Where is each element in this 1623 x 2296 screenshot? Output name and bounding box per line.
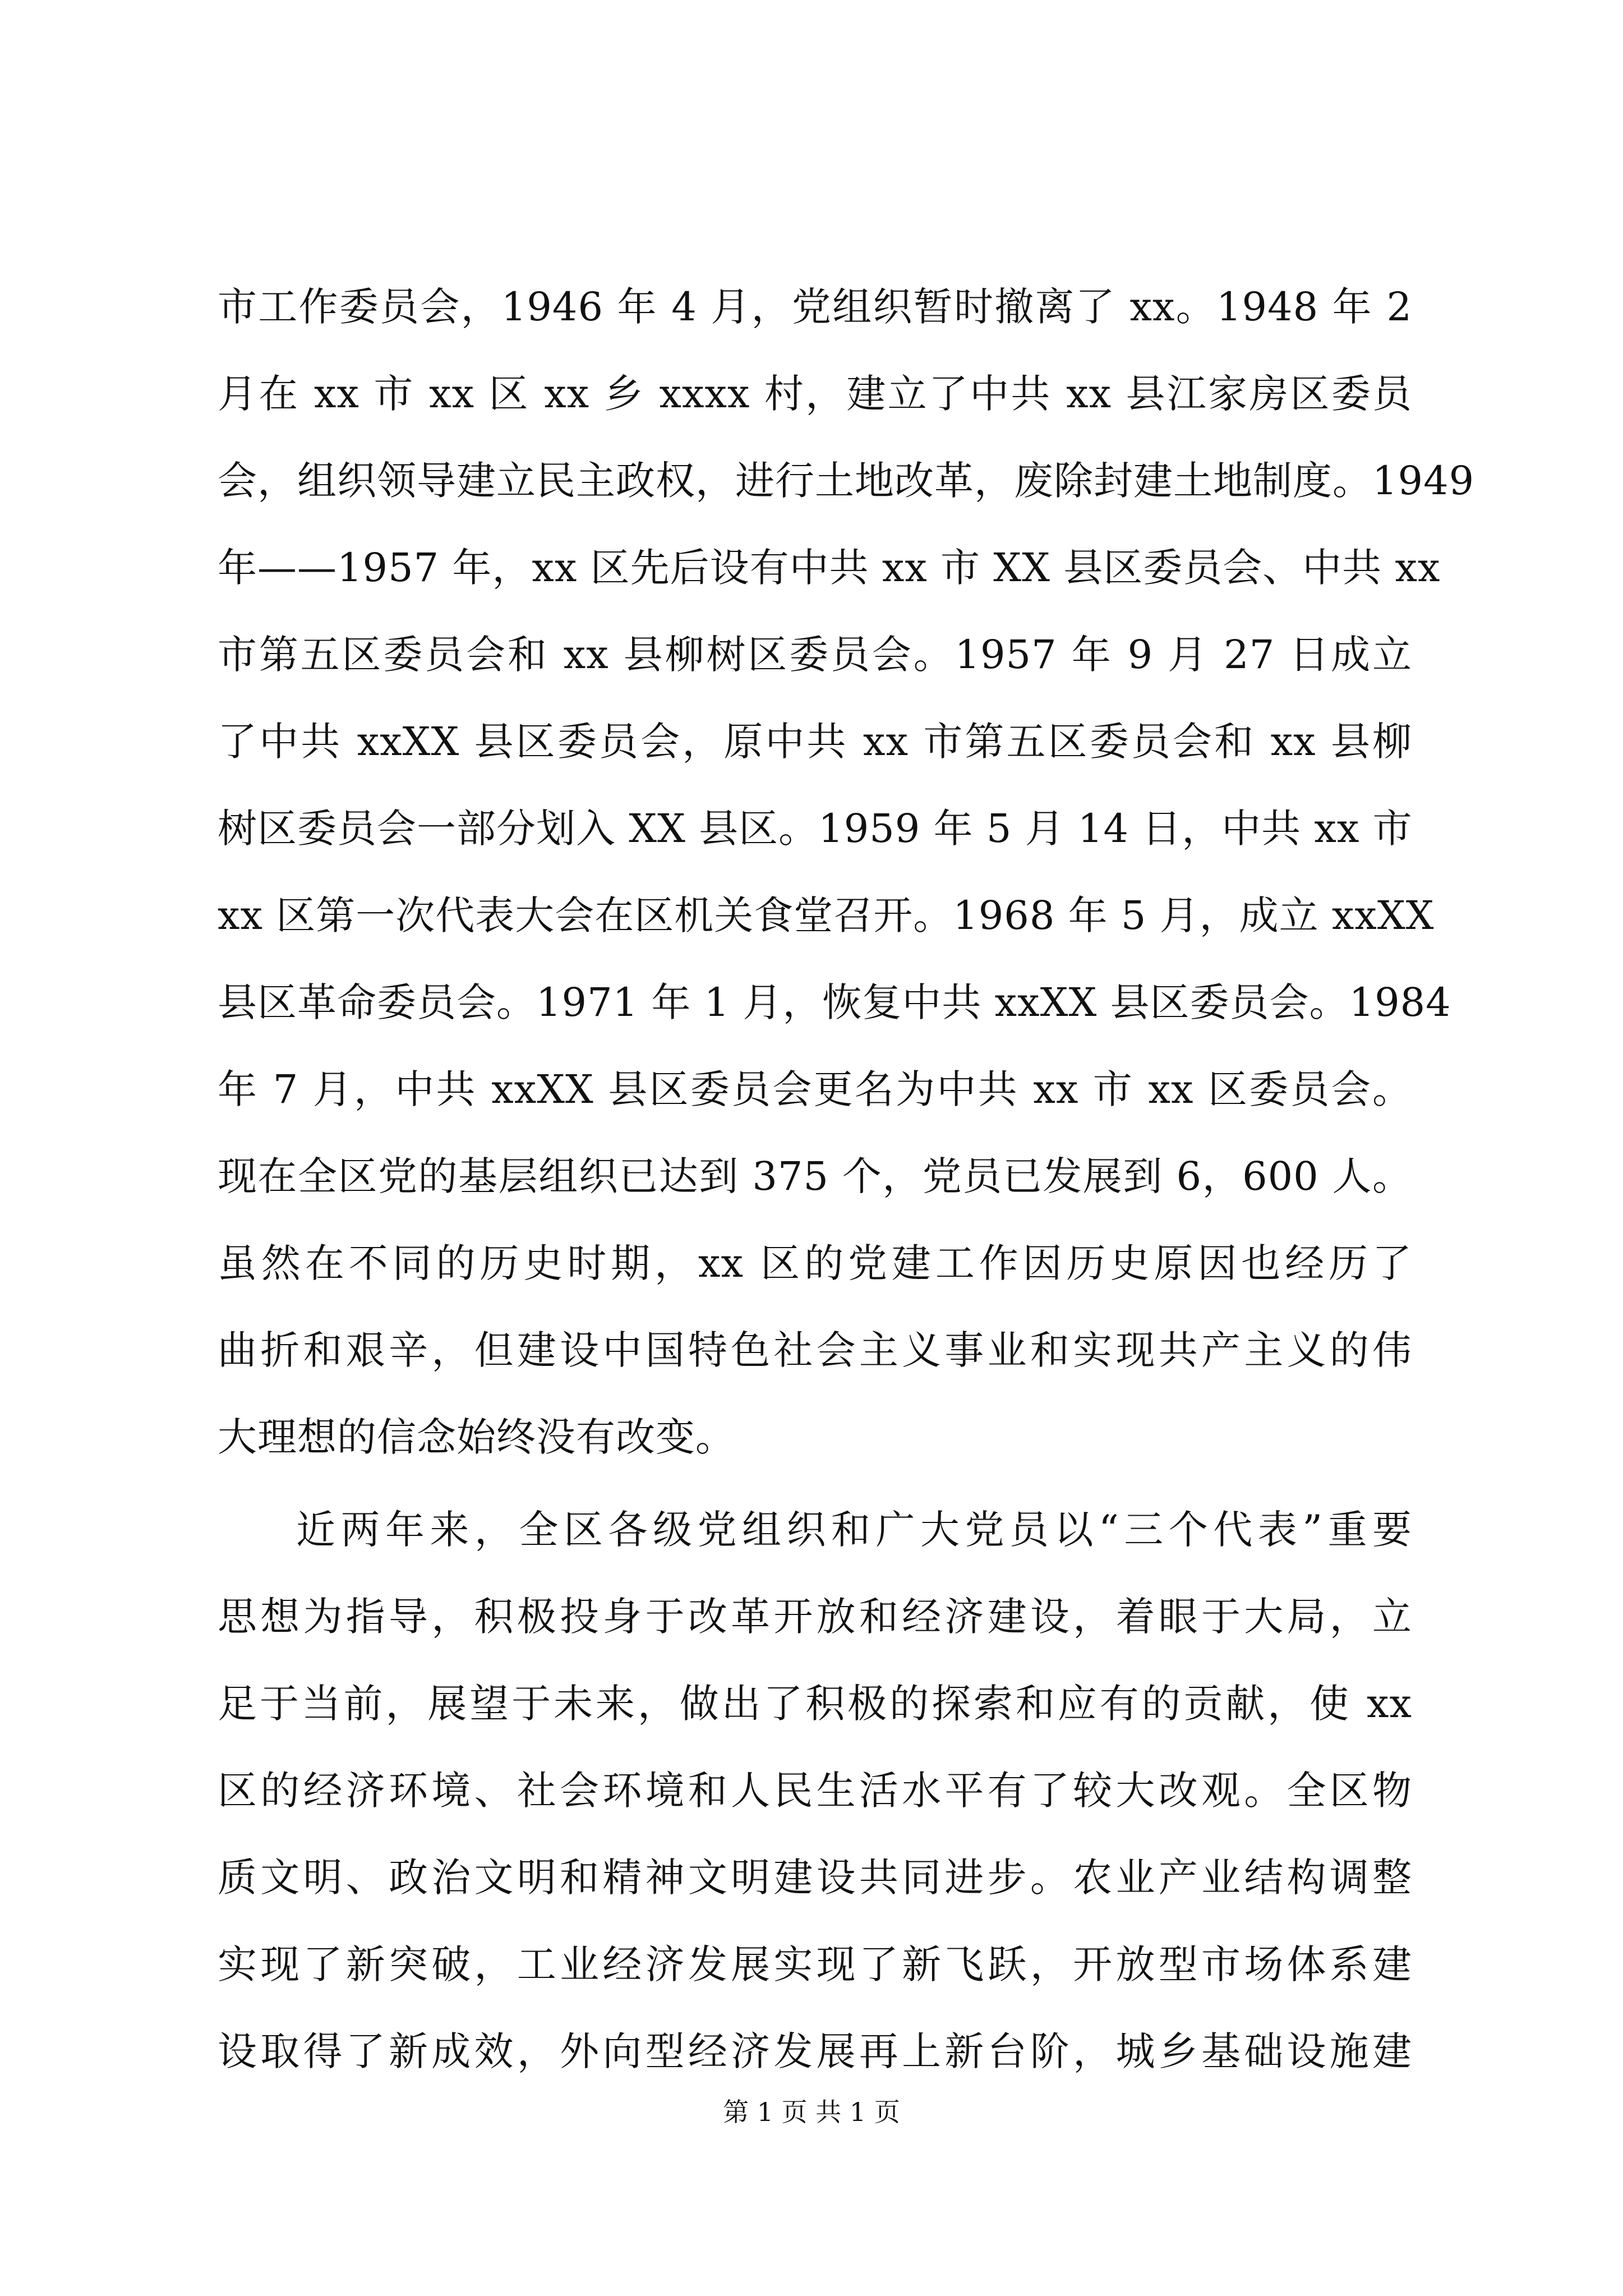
text-line: 曲折和艰辛，但建设中国特色社会主义事业和实现共产主义的伟 xyxy=(218,1327,1412,1373)
text-line: 了中共 xxXX 县区委员会，原中共 xx 市第五区委员会和 xx 县柳 xyxy=(218,719,1412,765)
paragraph-2 xyxy=(218,1487,1412,2095)
paragraph-1 xyxy=(218,264,1475,1481)
text-line: 会，组织领导建立民主政权，进行土地改革，废除封建土地制度。1949 xyxy=(218,458,1475,504)
text-line: 市工作委员会，1946 年 4 月，党组织暂时撤离了 xx。1948 年 2 xyxy=(218,284,1412,330)
text-line: 树区委员会一部分划入 XX 县区。1959 年 5 月 14 日，中共 xx 市 xyxy=(218,806,1413,852)
text-line: 足于当前，展望于未来，做出了积极的探索和应有的贡献，使 xx xyxy=(218,1681,1412,1727)
text-line: 月在 xx 市 xx 区 xx 乡 xxxx 村，建立了中共 xx 县江家房区委员 xyxy=(218,371,1412,417)
text-line: xx 区第一次代表大会在区机关食堂召开。1968 年 5 月，成立 xxXX xyxy=(218,892,1435,938)
text-line: 市第五区委员会和 xx 县柳树区委员会。1957 年 9 月 27 日成立 xyxy=(218,632,1412,678)
text-line: 质文明、政治文明和精神文明建设共同进步。农业产业结构调整 xyxy=(218,1855,1412,1901)
text-line: 年 7 月，中共 xxXX 县区委员会更名为中共 xx 市 xx 区委员会。 xyxy=(218,1066,1412,1112)
text-line: 近两年来，全区各级党组织和广大党员以“三个代表”重要 xyxy=(296,1507,1412,1553)
text-line: 县区革命委员会。1971 年 1 月，恢复中共 xxXX 县区委员会。1984 xyxy=(218,979,1451,1025)
text-line: 设取得了新成效，外向型经济发展再上新台阶，城乡基础设施建 xyxy=(218,2028,1412,2074)
text-line: 虽然在不同的历史时期，xx 区的党建工作因历史原因也经历了 xyxy=(218,1240,1412,1286)
text-line: 思想为指导，积极投身于改革开放和经济建设，着眼于大局，立 xyxy=(218,1594,1412,1640)
text-line: 区的经济环境、社会环境和人民生活水平有了较大改观。全区物 xyxy=(218,1768,1412,1814)
text-line: 年——1957 年，xx 区先后设有中共 xx 市 XX 县区委员会、中共 xx xyxy=(218,545,1441,591)
paragraph-gap xyxy=(218,1481,1412,1487)
text-line: 现在全区党的基层组织已达到 375 个，党员已发展到 6，600 人。 xyxy=(218,1153,1412,1199)
text-line: 实现了新突破，工业经济发展实现了新飞跃，开放型市场体系建 xyxy=(218,1941,1412,1987)
document-body xyxy=(218,264,1475,2095)
text-line: 大理想的信念始终没有改变。 xyxy=(218,1414,735,1460)
page-footer xyxy=(0,2095,1623,2129)
page-number-label: 第 1 页 共 1 页 xyxy=(723,2097,900,2127)
